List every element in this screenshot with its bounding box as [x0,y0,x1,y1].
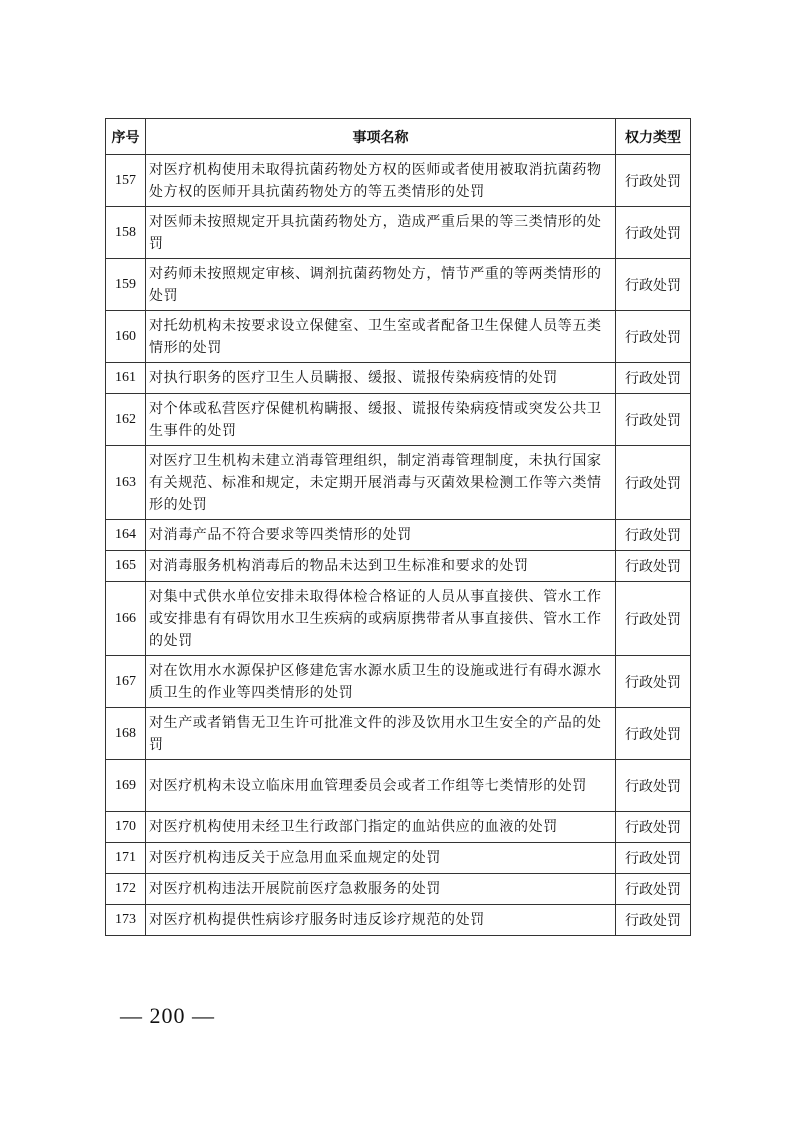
row-serial-number: 173 [106,905,146,936]
row-power-type: 行政处罚 [616,905,691,936]
table-row [106,207,691,259]
row-power-type: 行政处罚 [616,582,691,656]
row-item-name: 对执行职务的医疗卫生人员瞒报、缓报、谎报传染病疫情的处罚 [146,363,616,394]
row-item-name: 对医疗机构使用未取得抗菌药物处方权的医师或者使用被取消抗菌药物处方权的医师开具抗菌药物处方的等五类情形的处罚 [146,155,616,207]
row-power-type: 行政处罚 [616,812,691,843]
table-row [106,394,691,446]
row-item-name: 对医疗机构提供性病诊疗服务时违反诊疗规范的处罚 [146,905,616,936]
power-list-table [105,118,691,936]
row-serial-number: 171 [106,843,146,874]
row-power-type: 行政处罚 [616,394,691,446]
table-row [106,656,691,708]
row-serial-number: 160 [106,311,146,363]
row-power-type: 行政处罚 [616,843,691,874]
row-power-type: 行政处罚 [616,446,691,520]
row-serial-number: 167 [106,656,146,708]
row-power-type: 行政处罚 [616,155,691,207]
page-number: — 200 — [120,1003,215,1028]
header-serial-number: 序号 [106,119,146,155]
table-row [106,311,691,363]
table-row [106,812,691,843]
row-serial-number: 164 [106,520,146,551]
row-item-name: 对药师未按照规定审核、调剂抗菌药物处方，情节严重的等两类情形的处罚 [146,259,616,311]
row-item-name: 对个体或私营医疗保健机构瞒报、缓报、谎报传染病疫情或突发公共卫生事件的处罚 [146,394,616,446]
row-item-name: 对医疗机构未设立临床用血管理委员会或者工作组等七类情形的处罚 [146,760,616,812]
row-power-type: 行政处罚 [616,656,691,708]
table-header-row [106,119,691,155]
row-power-type: 行政处罚 [616,551,691,582]
table-row [106,551,691,582]
table-row [106,874,691,905]
table-row [106,905,691,936]
row-power-type: 行政处罚 [616,259,691,311]
row-serial-number: 165 [106,551,146,582]
row-item-name: 对医疗机构违法开展院前医疗急救服务的处罚 [146,874,616,905]
table-row [106,446,691,520]
row-serial-number: 168 [106,708,146,760]
row-serial-number: 157 [106,155,146,207]
table-row [106,843,691,874]
row-serial-number: 158 [106,207,146,259]
table-row [106,259,691,311]
row-power-type: 行政处罚 [616,874,691,905]
header-item-name: 事项名称 [146,119,616,155]
row-item-name: 对医疗卫生机构未建立消毒管理组织，制定消毒管理制度，未执行国家有关规范、标准和规定，未定期开展消毒与灭菌效果检测工作等六类情形的处罚 [146,446,616,520]
row-power-type: 行政处罚 [616,708,691,760]
row-item-name: 对医师未按照规定开具抗菌药物处方，造成严重后果的等三类情形的处罚 [146,207,616,259]
row-item-name: 对生产或者销售无卫生许可批准文件的涉及饮用水卫生安全的产品的处罚 [146,708,616,760]
row-power-type: 行政处罚 [616,520,691,551]
table-row [106,760,691,812]
table-row [106,155,691,207]
row-item-name: 对消毒产品不符合要求等四类情形的处罚 [146,520,616,551]
table-row [106,708,691,760]
row-serial-number: 166 [106,582,146,656]
row-item-name: 对托幼机构未按要求设立保健室、卫生室或者配备卫生保健人员等五类情形的处罚 [146,311,616,363]
row-serial-number: 163 [106,446,146,520]
row-item-name: 对消毒服务机构消毒后的物品未达到卫生标准和要求的处罚 [146,551,616,582]
row-item-name: 对医疗机构使用未经卫生行政部门指定的血站供应的血液的处罚 [146,812,616,843]
row-serial-number: 162 [106,394,146,446]
row-power-type: 行政处罚 [616,363,691,394]
row-power-type: 行政处罚 [616,760,691,812]
row-serial-number: 161 [106,363,146,394]
row-item-name: 对医疗机构违反关于应急用血采血规定的处罚 [146,843,616,874]
row-serial-number: 170 [106,812,146,843]
row-power-type: 行政处罚 [616,311,691,363]
row-item-name: 对在饮用水水源保护区修建危害水源水质卫生的设施或进行有碍水源水质卫生的作业等四类情形的处罚 [146,656,616,708]
row-item-name: 对集中式供水单位安排未取得体检合格证的人员从事直接供、管水工作或安排患有有碍饮用水卫生疾病的或病原携带者从事直接供、管水工作的处罚 [146,582,616,656]
table-row [106,363,691,394]
row-serial-number: 172 [106,874,146,905]
table-row [106,582,691,656]
row-power-type: 行政处罚 [616,207,691,259]
row-serial-number: 159 [106,259,146,311]
row-serial-number: 169 [106,760,146,812]
header-power-type: 权力类型 [616,119,691,155]
table-row [106,520,691,551]
